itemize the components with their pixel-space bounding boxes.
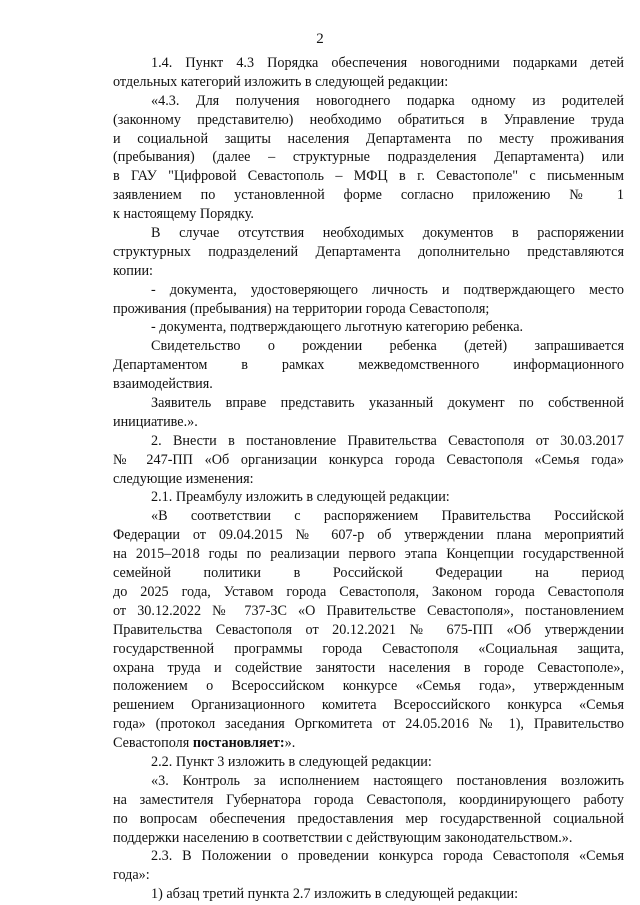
line-text: Севастополя: [113, 735, 193, 752]
text-line: [113, 432, 624, 451]
line-text: «3. Контроль за исполнением настоящего постановления возложить: [151, 772, 624, 789]
line-text: отдельных категорий изложить в следующей редакции:: [113, 73, 449, 90]
line-text: 2.2. Пункт 3 изложить в следующей редакции:: [151, 753, 432, 770]
line-text: В случае отсутствия необходимых документов в распоряжении: [151, 225, 624, 242]
text-line: [113, 791, 624, 810]
line-text: и социальной защиты населения Департамента по месту проживания: [113, 130, 624, 147]
text-line: [113, 753, 624, 772]
line-text: положением о Всероссийском конкурсе «Семья года», утвержденным: [113, 678, 624, 695]
line-text: Департаментом в рамках межведомственного информационного: [113, 357, 624, 374]
text-line: [113, 734, 624, 753]
line-text: до 2025 года, Уставом города Севастополя, Законом города Севастополя: [113, 583, 624, 600]
line-text: года» (протокол заседания Оргкомитета от 24.05.2016 № 1), Правительство: [113, 716, 624, 733]
text-line: [113, 772, 624, 791]
line-text: государственной программы города Севастополя «Социальная защита,: [113, 640, 624, 657]
line-text: от 30.12.2022 № 737-ЗС «О Правительстве Севастополя», постановлением: [113, 602, 624, 619]
line-text: проживания (пребывания) на территории города Севастополя;: [113, 300, 490, 317]
line-text: «4.3. Для получения новогоднего подарка одному из родителей: [151, 92, 624, 109]
line-text: в ГАУ "Цифровой Севастополь – МФЦ в г. Севастополе" с письменным: [113, 168, 624, 185]
text-line: [113, 885, 624, 904]
text-line: [113, 470, 624, 489]
line-text: на 2015–2018 годы по реализации первого этапа Концепции государственной: [113, 546, 624, 563]
text-line: [113, 394, 624, 413]
line-text: года»:: [113, 867, 150, 884]
text-line: [113, 186, 624, 205]
text-line: [113, 677, 624, 696]
line-text: семейной политики в Российской Федерации на период: [113, 565, 624, 582]
text-line: [113, 281, 624, 300]
text-line: [113, 866, 624, 885]
text-line: [113, 205, 624, 224]
text-line: [113, 130, 624, 149]
line-text: по вопросам обеспечения предоставления мер государственной социальной: [113, 810, 624, 827]
line-text: 2.1. Преамбулу изложить в следующей редакции:: [151, 489, 450, 506]
text-line: [113, 413, 624, 432]
line-text: 1) абзац третий пункта 2.7 изложить в следующей редакции:: [151, 886, 519, 903]
line-text: 2. Внести в постановление Правительства Севастополя от 30.03.2017: [151, 432, 624, 449]
text-line: [113, 375, 624, 394]
text-line: [113, 356, 624, 375]
text-line: [113, 54, 624, 73]
text-line: [113, 73, 624, 92]
text-line: [113, 451, 624, 470]
line-text: взаимодействия.: [113, 376, 213, 393]
text-line: [113, 696, 624, 715]
line-text: Федерации от 09.04.2015 № 607-р об утверждении плана мероприятий: [113, 527, 624, 544]
text-line: [113, 810, 624, 829]
text-line: [113, 829, 624, 848]
page-number: 2: [316, 31, 324, 47]
line-text: (пребывания) (далее – структурные подразделения Департамента) или: [113, 149, 624, 166]
line-text: Заявитель вправе представить указанный документ по собственной: [151, 395, 624, 412]
text-line: [113, 659, 624, 678]
text-line: [113, 583, 624, 602]
line-text: 1.4. Пункт 4.3 Порядка обеспечения новогодними подарками детей: [151, 55, 624, 71]
line-text: следующие изменения:: [113, 470, 254, 487]
line-text: к настоящему Порядку.: [113, 206, 254, 223]
text-line: [113, 92, 624, 111]
line-text: Свидетельство о рождении ребенка (детей) запрашивается: [151, 338, 624, 355]
line-text: «В соответствии с распоряжением Правительства Российской: [151, 508, 624, 525]
text-line: [113, 224, 624, 243]
line-text: - документа, удостоверяющего личность и подтверждающего место: [151, 281, 624, 298]
text-line: [113, 111, 624, 130]
line-text: (законному представителю) необходимо обратиться в Управление труда: [113, 111, 624, 128]
text-line: [113, 507, 624, 526]
line-text: поддержки населению в соответствии с действующим законодательством.».: [113, 829, 573, 846]
text-line: [113, 243, 624, 262]
line-text: 2.3. В Положении о проведении конкурса города Севастополя «Семья: [151, 848, 624, 865]
line-text: - документа, подтверждающего льготную категорию ребенка.: [151, 319, 524, 336]
line-text: охрана труда и содействие занятости населения в городе Севастополе»,: [113, 659, 624, 676]
text-line: [113, 526, 624, 545]
text-line: [113, 167, 624, 186]
document-body: [113, 54, 624, 904]
line-text: № 247-ПП «Об организации конкурса города Севастополя «Семья года»: [113, 451, 624, 468]
line-text: структурных подразделений Департамента дополнительно представляются: [113, 243, 624, 260]
text-line: [113, 300, 624, 319]
text-line: [113, 488, 624, 507]
text-line: [113, 621, 624, 640]
text-line: [113, 602, 624, 621]
line-text: решением Организационного комитета Всероссийского конкурса «Семья: [113, 697, 624, 714]
line-text: заявлением по установленной форме согласно приложению № 1: [113, 187, 624, 204]
text-line: [113, 148, 624, 167]
line-text: на заместителя Губернатора города Севастополя, координирующего работу: [113, 791, 624, 808]
text-line: [113, 262, 624, 281]
text-line: [113, 545, 624, 564]
line-text: копии:: [113, 262, 153, 279]
text-line: [113, 564, 624, 583]
text-line: [113, 847, 624, 866]
text-line: [113, 640, 624, 659]
text-line: [113, 318, 624, 337]
line-text: инициативе.».: [113, 413, 198, 430]
bold-text: постановляет:: [192, 735, 285, 752]
line-text-tail: ».: [284, 735, 296, 752]
line-text: Правительства Севастополя от 20.12.2021 № 675-ПП «Об утверждении: [113, 621, 624, 638]
text-line: [113, 337, 624, 356]
text-line: [113, 715, 624, 734]
